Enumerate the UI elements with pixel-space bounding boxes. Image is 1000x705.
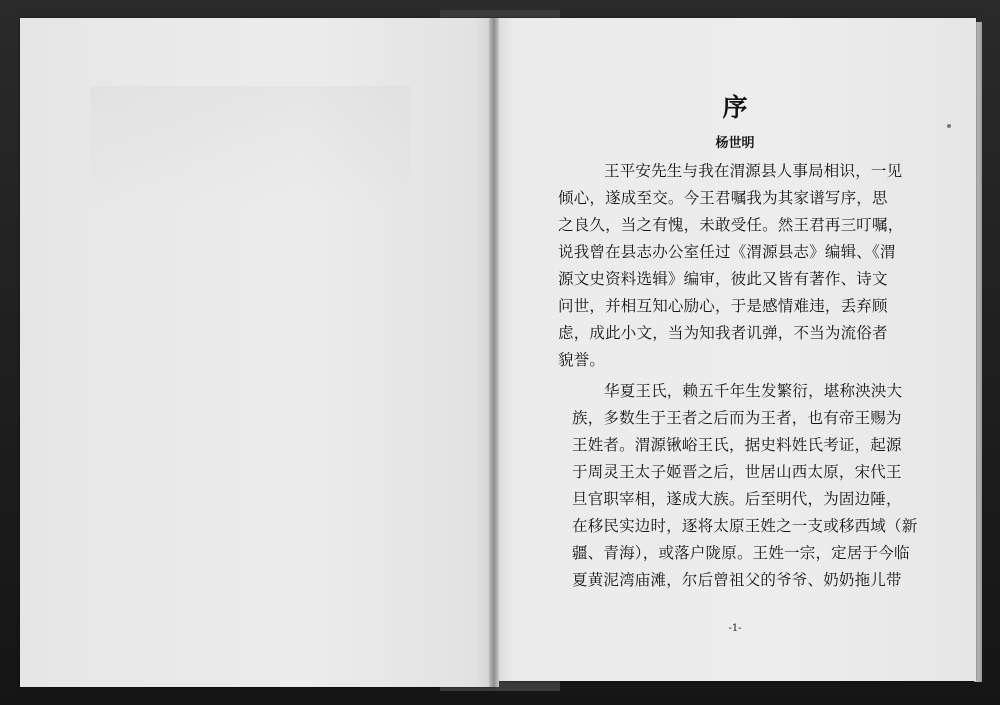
right-page — [494, 18, 976, 681]
paragraph-line: 问世，并相互知心励心，于是感情难违，丢弃顾 — [558, 297, 888, 315]
paragraph-line: 夏黄泥湾庙滩，尔后曾祖父的爷爷、奶奶拖儿带 — [572, 571, 902, 589]
paragraph-line: 之良久，当之有愧，未敢受任。然王君再三叮嘱， — [558, 216, 904, 234]
scan-speck — [947, 124, 951, 128]
paragraph-line: 疆、青海），或落户陇原。王姓一宗，定居于今临 — [572, 544, 910, 562]
book-gutter — [489, 18, 499, 687]
paragraph-line: 族，多数生于王者之后而为王者，也有帝王赐为 — [572, 409, 902, 427]
bleed-through-shadow — [90, 86, 410, 206]
paragraph-line: 王平安先生与我在渭源县人事局相识，一见 — [604, 162, 903, 180]
paragraph-line: 华夏王氏，赖五千年生发繁衍，堪称泱泱大 — [604, 382, 903, 400]
paragraph-line: 貌誉。 — [558, 351, 606, 369]
paragraph-line: 王姓者。渭源锹峪王氏，据史料姓氏考证，起源 — [572, 436, 902, 454]
page-title: 序 — [722, 93, 748, 122]
paragraph-line: 倾心，遂成至交。今王君嘱我为其家谱写序，思 — [558, 189, 888, 207]
paragraph-line: 旦官职宰相，遂成大族。后至明代，为固边陲， — [572, 490, 902, 508]
paragraph-line: 在移民实边时，逐将太原王姓之一支或移西域（新 — [572, 517, 918, 535]
page-number: -1- — [728, 623, 742, 634]
paragraph-line: 说我曾在县志办公室任过《渭源县志》编辑、《渭 — [558, 243, 896, 261]
paragraph-line: 源文史资料选辑》编审，彼此又皆有著作、诗文 — [558, 270, 888, 288]
paragraph-line: 于周灵王太子姬晋之后，世居山西太原，宋代王 — [572, 463, 902, 481]
author-name: 杨世明 — [715, 136, 755, 151]
paragraph-line: 虑，成此小文，当为知我者讥弹，不当为流俗者 — [558, 324, 888, 342]
left-page-blank — [20, 18, 494, 687]
